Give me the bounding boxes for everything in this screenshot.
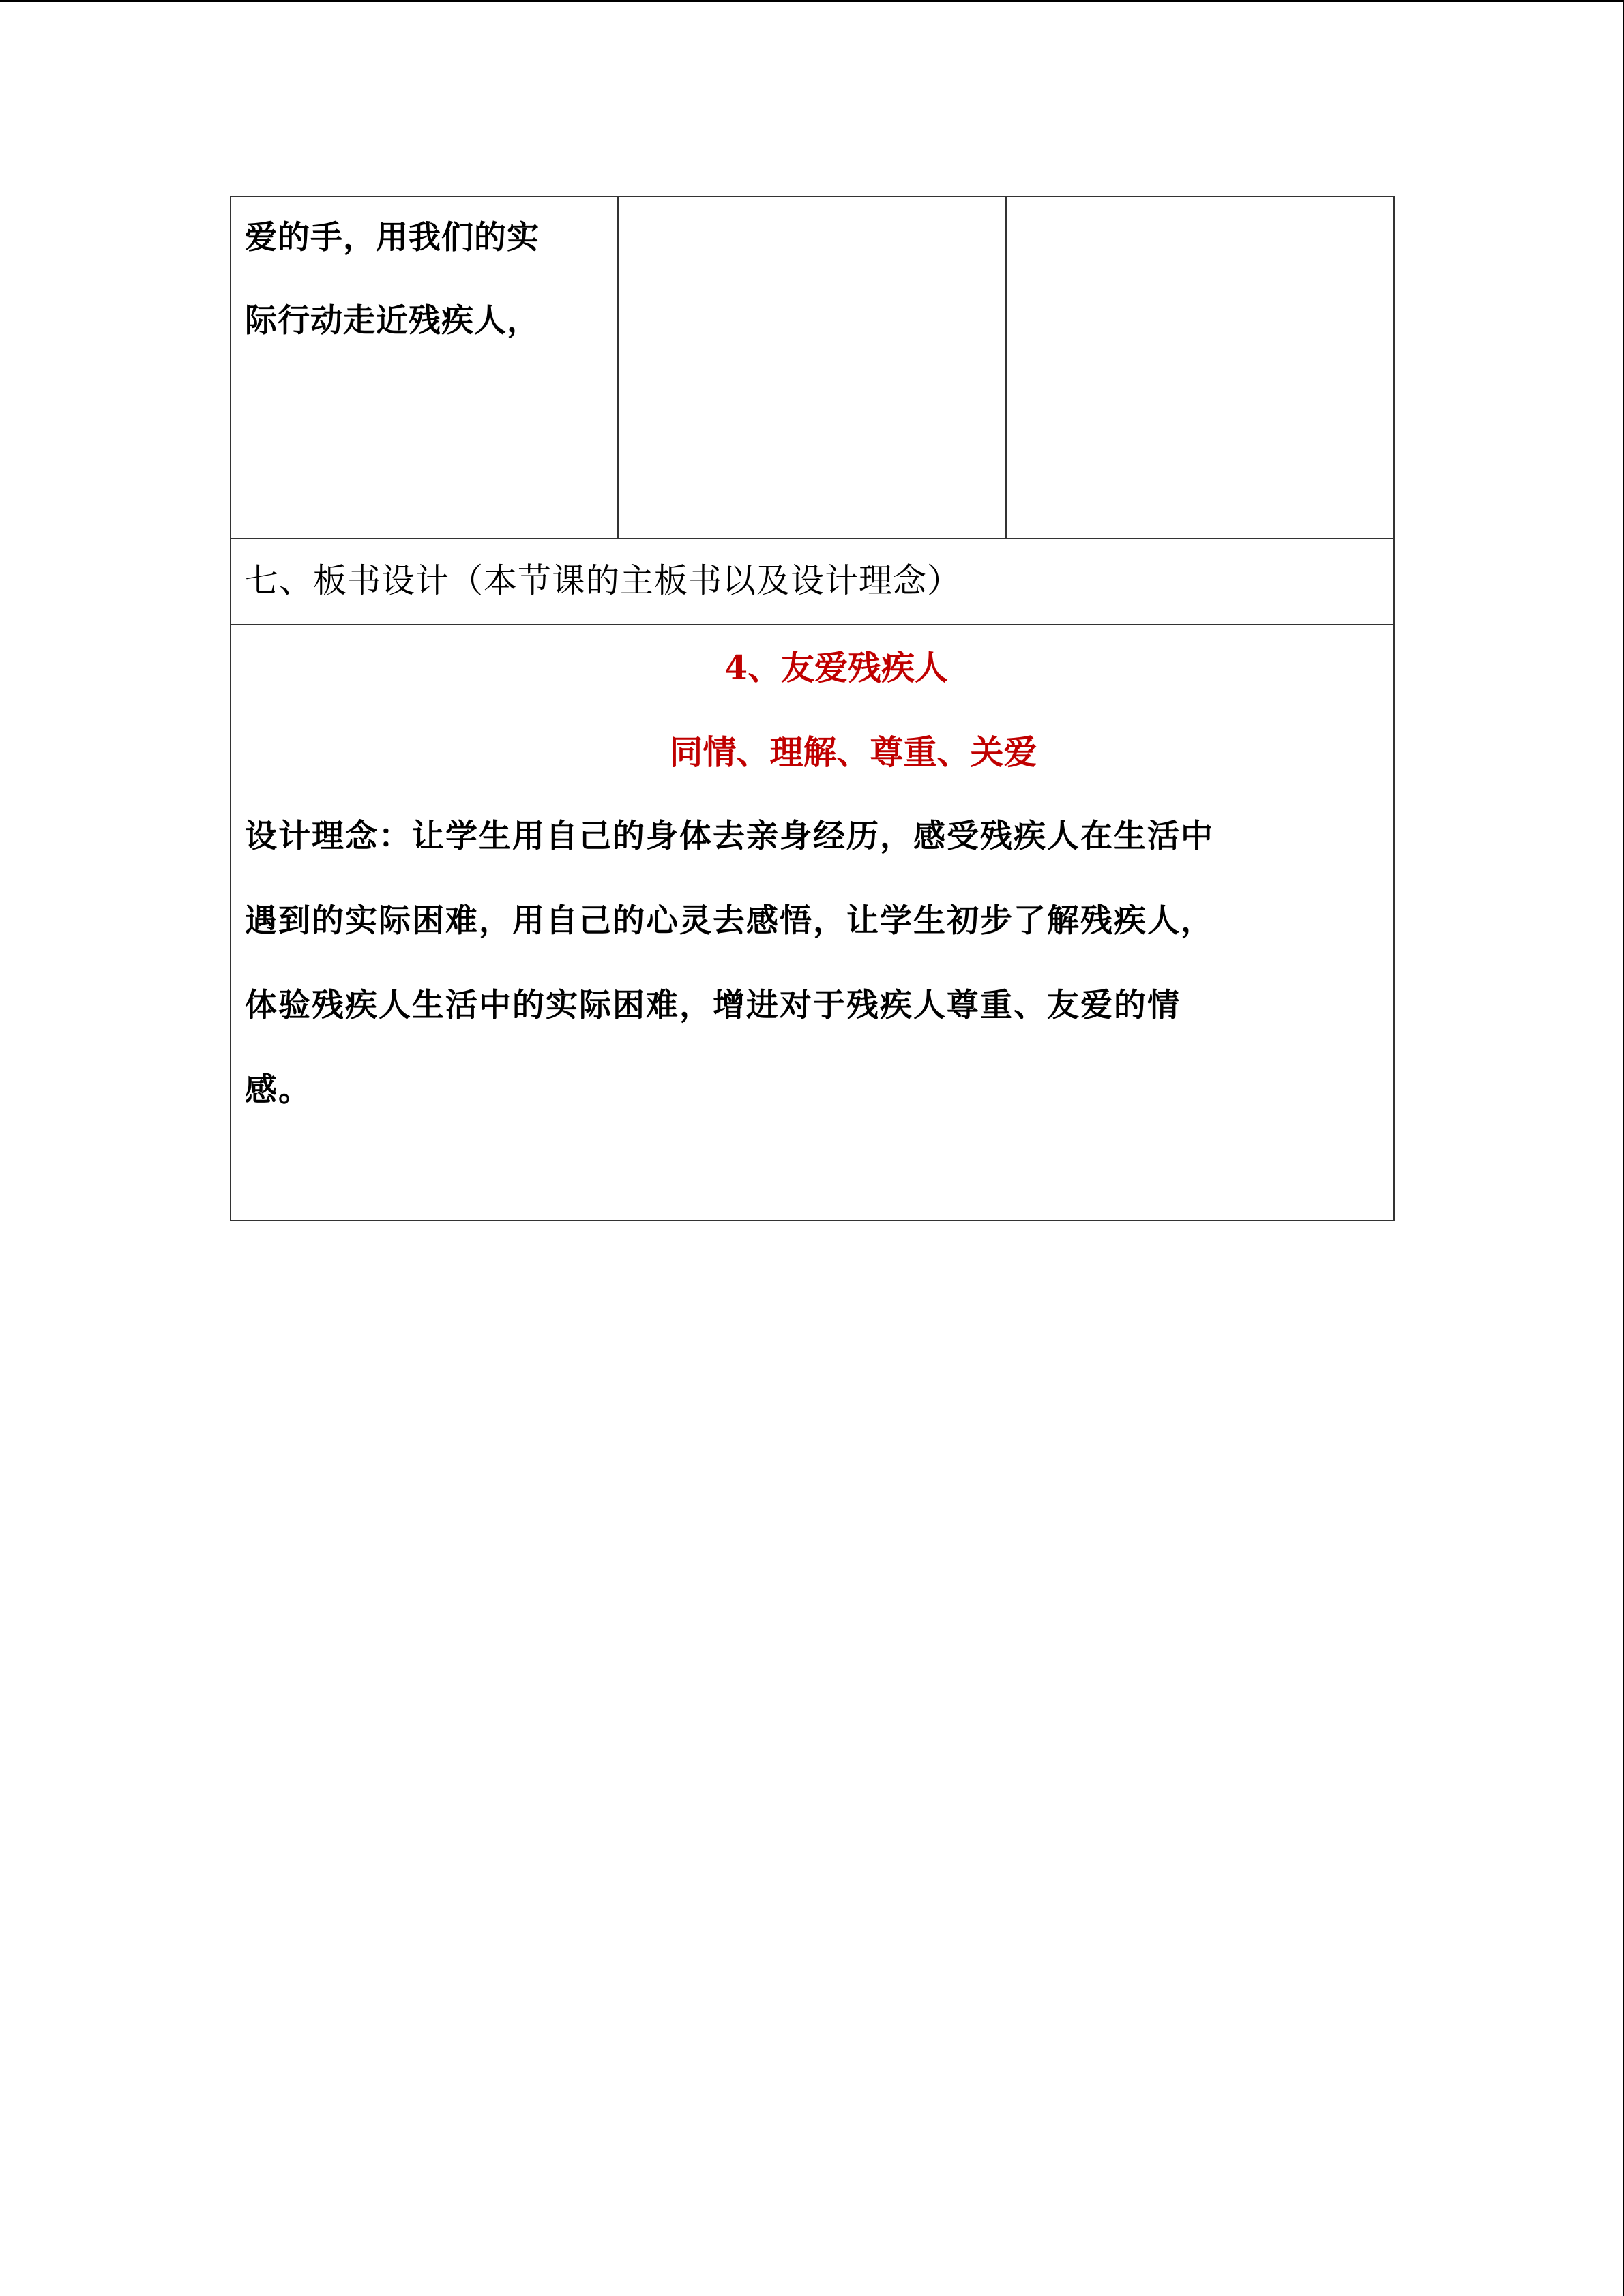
- table-row: [231, 196, 1394, 539]
- section-heading-cell: [231, 539, 1394, 625]
- cell-text-line: 际行动走近残疾人，: [245, 302, 540, 340]
- design-rationale-line: 设计理念：让学生用自己的身体去亲身经历，感受残疾人在生活中: [245, 818, 1214, 855]
- section-heading: 七、板书设计（本节课的主板书以及设计理念）: [245, 561, 962, 600]
- board-keywords: 同情、理解、尊重、关爱: [669, 732, 1037, 772]
- table-cell-empty: [1006, 196, 1394, 539]
- design-rationale-line: 体验残疾人生活中的实际困难，增进对于残疾人尊重、友爱的情: [245, 987, 1181, 1024]
- design-rationale-line: 感。: [245, 1071, 312, 1109]
- table-row: [231, 539, 1394, 625]
- design-rationale-line: 遇到的实际困难，用自己的心灵去感悟，让学生初步了解残疾人，: [245, 902, 1214, 940]
- board-design-cell: [231, 625, 1394, 1221]
- cell-text-line: 爱的手，用我们的实: [245, 219, 540, 256]
- lesson-plan-table: [230, 196, 1395, 1221]
- board-title: 4、友爱残疾人: [724, 648, 949, 687]
- table-cell-empty: [618, 196, 1006, 539]
- table-cell-activity: [231, 196, 618, 539]
- table-row: [231, 625, 1394, 1221]
- page-top-edge: [0, 0, 1624, 2]
